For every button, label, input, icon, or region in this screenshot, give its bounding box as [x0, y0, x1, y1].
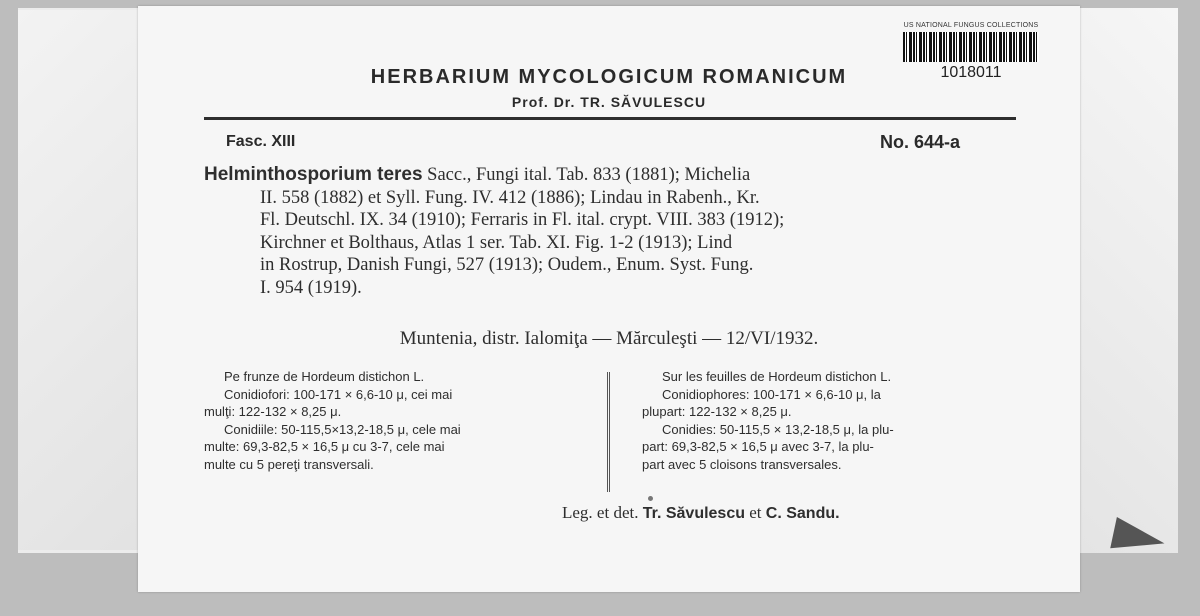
header-divider — [204, 117, 1016, 120]
description-line: Conidiofori: 100-171 × 6,6-10 μ, cei mai — [224, 386, 453, 402]
species-name: Helminthosporium teres — [204, 164, 423, 185]
taxonomic-citation — [204, 164, 1024, 299]
citation-line — [204, 164, 1024, 187]
description-line: Pe frunze de Hordeum distichon L. — [224, 369, 425, 384]
barcode-icon — [903, 32, 1039, 62]
collector-line — [562, 503, 840, 523]
description-line: multe cu 5 pereţi transversali. — [204, 456, 374, 472]
description-line: Conidiophores: 100-171 × 6,6-10 μ, la — [662, 386, 881, 402]
citation-line: in Rostrup, Danish Fungi, 527 (1913); Oudem., Enum. Syst. Fung. — [260, 255, 754, 275]
description-line: multe: 69,3-82,5 × 16,5 μ cu 3-7, cele mai — [204, 439, 445, 454]
description-romanian — [204, 368, 594, 473]
description-line: part avec 5 cloisons transversales. — [642, 456, 842, 472]
description-line: Conidiile: 50-115,5×13,2-18,5 μ, cele mai — [224, 421, 461, 437]
citation-line: Fl. Deutschl. IX. 34 (1910); Ferraris in Fl. ital. crypt. VIII. 383 (1912); — [260, 210, 785, 230]
fascicle-label: Fasc. XIII — [226, 133, 296, 150]
citation-text: Sacc., Fungi ital. Tab. 833 (1881); Michelia — [422, 165, 751, 185]
description-french — [642, 368, 1034, 473]
collector-prefix: Leg. et det. — [562, 503, 639, 522]
description-line: mulţi: 122-132 × 8,25 μ. — [204, 404, 342, 419]
collector-joiner: et — [749, 503, 762, 522]
specimen-number: No. 644-a — [880, 132, 961, 152]
envelope-flap-left — [18, 10, 158, 550]
barcode-caption: US NATIONAL FUNGUS COLLECTIONS — [903, 22, 1039, 29]
citation-line: Kirchner et Bolthaus, Atlas 1 ser. Tab. XI. Fig. 1-2 (1913); Lind — [260, 232, 733, 253]
description-line: plupart: 122-132 × 8,25 μ. — [642, 404, 792, 419]
citation-line: II. 558 (1882) et Syll. Fung. IV. 412 (1886); Lindau in Rabenh., Kr. — [260, 187, 760, 208]
collection-locality: Muntenia, distr. Ialomiţa — Mărculeşti — 12/VI/1932. — [399, 328, 819, 349]
collector-name-1: Tr. Săvulescu — [642, 505, 745, 522]
envelope-flap-right — [1075, 8, 1178, 553]
herbarium-title: HERBARIUM MYCOLOGICUM ROMANICUM — [370, 66, 848, 88]
description-line: Conidies: 50-115,5 × 13,2-18,5 μ, la plu- — [662, 421, 894, 437]
description-line: Sur les feuilles de Hordeum distichon L. — [662, 369, 892, 384]
citation-line: I. 954 (1919). — [260, 277, 362, 298]
herbarium-label — [138, 6, 1080, 592]
barcode-number: 1018011 — [940, 64, 1002, 81]
description-line: part: 69,3-82,5 × 16,5 μ avec 3-7, la plu- — [642, 439, 874, 454]
paper-speck — [648, 496, 653, 501]
collector-name-2: C. Sandu. — [765, 505, 840, 522]
herbarium-subtitle: Prof. Dr. TR. SĂVULESCU — [511, 94, 707, 110]
column-divider — [607, 372, 610, 492]
